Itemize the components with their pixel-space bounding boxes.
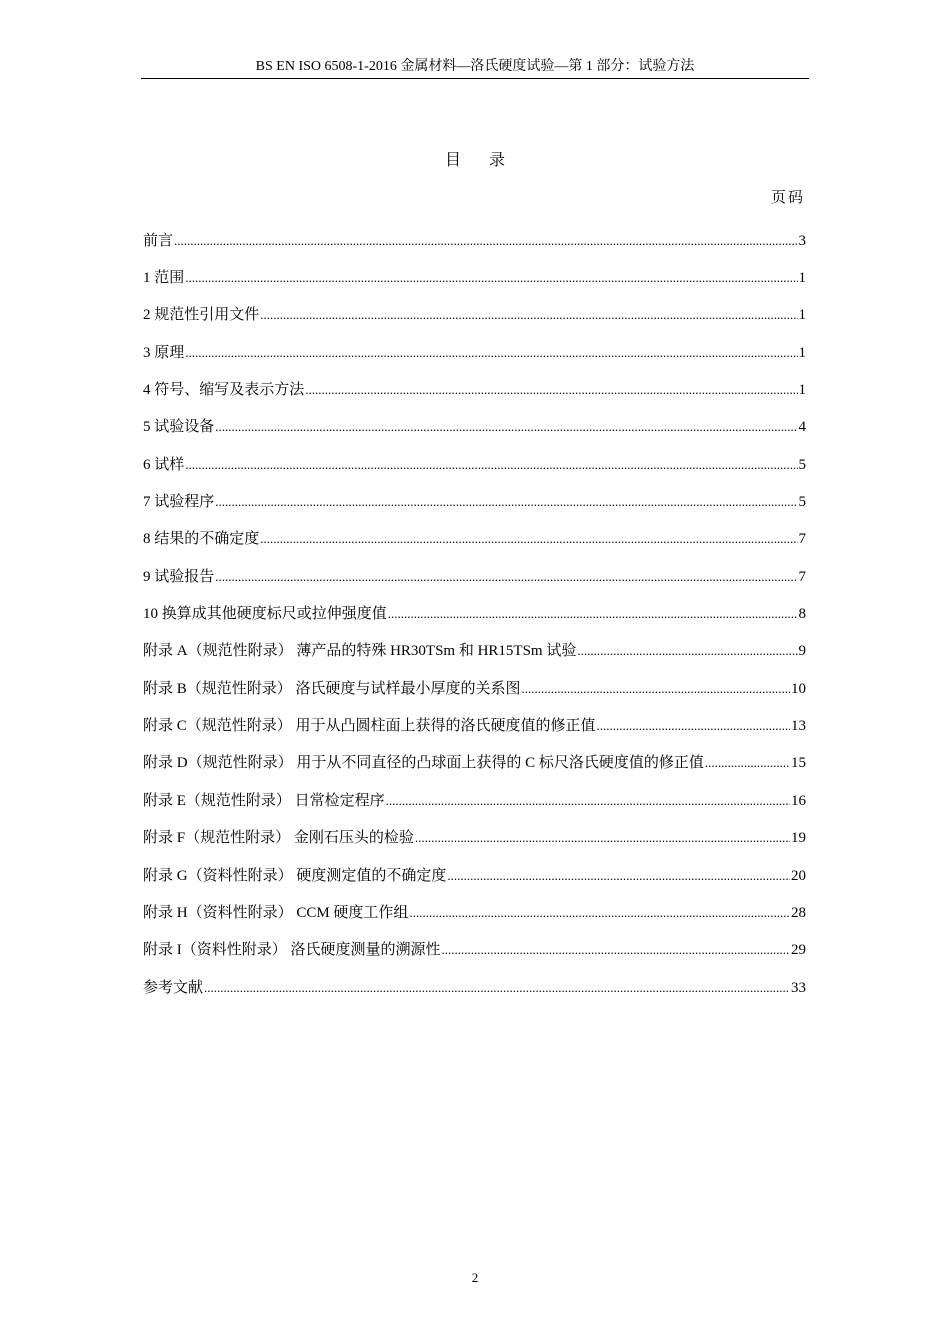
toc-leader-dots xyxy=(185,455,797,475)
toc-leader-dots xyxy=(185,343,797,363)
toc-entry-page: 16 xyxy=(791,792,806,809)
toc-leader-dots xyxy=(260,305,797,325)
toc-leader-dots xyxy=(204,978,790,998)
toc-entry[interactable] xyxy=(143,222,806,259)
toc-leader-dots xyxy=(442,940,791,960)
toc-entry-page: 20 xyxy=(791,867,806,884)
table-of-contents xyxy=(143,222,806,1006)
toc-leader-dots xyxy=(705,753,790,773)
toc-entry[interactable] xyxy=(143,483,806,520)
toc-entry-label: 附录 H（资料性附录） CCM 硬度工作组 xyxy=(143,904,409,921)
toc-entry-page: 5 xyxy=(798,494,806,511)
toc-entry-label: 参考文献 xyxy=(143,979,204,996)
toc-entry[interactable] xyxy=(143,595,806,632)
toc-leader-dots xyxy=(415,828,790,848)
toc-entry[interactable] xyxy=(143,558,806,595)
toc-entry[interactable] xyxy=(143,932,806,969)
toc-entry-label: 1 范围 xyxy=(143,270,185,287)
toc-entry[interactable] xyxy=(143,745,806,782)
toc-entry[interactable] xyxy=(143,820,806,857)
toc-entry-page: 10 xyxy=(791,680,806,697)
toc-leader-dots xyxy=(185,268,797,288)
toc-entry[interactable] xyxy=(143,297,806,334)
toc-leader-dots xyxy=(260,529,797,549)
toc-entry-label: 4 符号、缩写及表示方法 xyxy=(143,382,305,399)
toc-entry-page: 7 xyxy=(798,531,806,548)
toc-entry-page: 28 xyxy=(791,904,806,921)
toc-entry-label: 8 结果的不确定度 xyxy=(143,531,260,548)
toc-entry[interactable] xyxy=(143,857,806,894)
toc-entry-label: 5 试验设备 xyxy=(143,419,215,436)
toc-entry-page: 9 xyxy=(798,643,806,660)
toc-leader-dots xyxy=(388,604,798,624)
toc-entry-label: 附录 F（规范性附录） 金刚石压头的检验 xyxy=(143,830,414,847)
toc-entry[interactable] xyxy=(143,371,806,408)
toc-entry[interactable] xyxy=(143,670,806,707)
toc-entry-page: 1 xyxy=(798,270,806,287)
toc-leader-dots xyxy=(215,567,797,587)
toc-entry-label: 附录 B（规范性附录） 洛氏硬度与试样最小厚度的关系图 xyxy=(143,680,521,697)
toc-entry[interactable] xyxy=(143,446,806,483)
toc-entry-label: 附录 I（资料性附录） 洛氏硬度测量的溯源性 xyxy=(143,942,441,959)
toc-entry-page: 5 xyxy=(798,456,806,473)
page-header: BS EN ISO 6508-1-2016 金属材料—洛氏硬度试验—第 1 部分：试验方法 xyxy=(141,58,809,79)
toc-entry-page: 1 xyxy=(798,344,806,361)
toc-entry-label: 附录 G（资料性附录） 硬度测定值的不确定度 xyxy=(143,867,447,884)
toc-entry[interactable] xyxy=(143,334,806,371)
toc-entry[interactable] xyxy=(143,521,806,558)
toc-leader-dots xyxy=(597,716,790,736)
toc-title: 目 录 xyxy=(444,152,517,169)
toc-leader-dots xyxy=(386,791,790,811)
toc-entry-label: 6 试样 xyxy=(143,456,185,473)
toc-entry[interactable] xyxy=(143,707,806,744)
toc-leader-dots xyxy=(522,679,790,699)
toc-entry[interactable] xyxy=(143,969,806,1006)
toc-entry-label: 9 试验报告 xyxy=(143,568,215,585)
page-column-label: 页码 xyxy=(770,190,805,206)
toc-entry[interactable] xyxy=(143,894,806,931)
toc-entry-page: 4 xyxy=(798,419,806,436)
toc-leader-dots xyxy=(174,231,797,251)
toc-entry-label: 附录 C（规范性附录） 用于从凸圆柱面上获得的洛氏硬度值的修正值 xyxy=(143,718,596,735)
toc-entry-page: 7 xyxy=(798,568,806,585)
toc-entry-page: 15 xyxy=(791,755,806,772)
toc-entry[interactable] xyxy=(143,259,806,296)
toc-entry-page: 3 xyxy=(798,232,806,249)
toc-entry-label: 2 规范性引用文件 xyxy=(143,307,260,324)
toc-entry-label: 7 试验程序 xyxy=(143,494,215,511)
toc-entry-label: 3 原理 xyxy=(143,344,185,361)
toc-leader-dots xyxy=(215,417,797,437)
toc-entry-page: 1 xyxy=(798,382,806,399)
toc-entry-page: 33 xyxy=(791,979,806,996)
toc-entry-page: 29 xyxy=(791,942,806,959)
toc-leader-dots xyxy=(215,492,797,512)
toc-entry-page: 19 xyxy=(791,830,806,847)
toc-entry-page: 8 xyxy=(798,606,806,623)
toc-entry-page: 1 xyxy=(798,307,806,324)
toc-entry-label: 附录 D（规范性附录） 用于从不同直径的凸球面上获得的 C 标尺洛氏硬度值的修正值 xyxy=(143,755,704,772)
toc-entry[interactable] xyxy=(143,409,806,446)
toc-leader-dots xyxy=(577,641,797,661)
toc-leader-dots xyxy=(447,866,790,886)
page-number: 2 xyxy=(471,1270,479,1285)
toc-leader-dots xyxy=(305,380,797,400)
toc-entry-label: 10 换算成其他硬度标尺或拉伸强度值 xyxy=(143,606,387,623)
toc-entry-label: 附录 E（规范性附录） 日常检定程序 xyxy=(143,792,385,809)
toc-entry-page: 13 xyxy=(791,718,806,735)
toc-entry[interactable] xyxy=(143,782,806,819)
toc-leader-dots xyxy=(409,903,790,923)
toc-entry[interactable] xyxy=(143,633,806,670)
toc-entry-label: 附录 A（规范性附录） 薄产品的特殊 HR30TSm 和 HR15TSm 试验 xyxy=(143,643,577,660)
toc-entry-label: 前言 xyxy=(143,232,174,249)
